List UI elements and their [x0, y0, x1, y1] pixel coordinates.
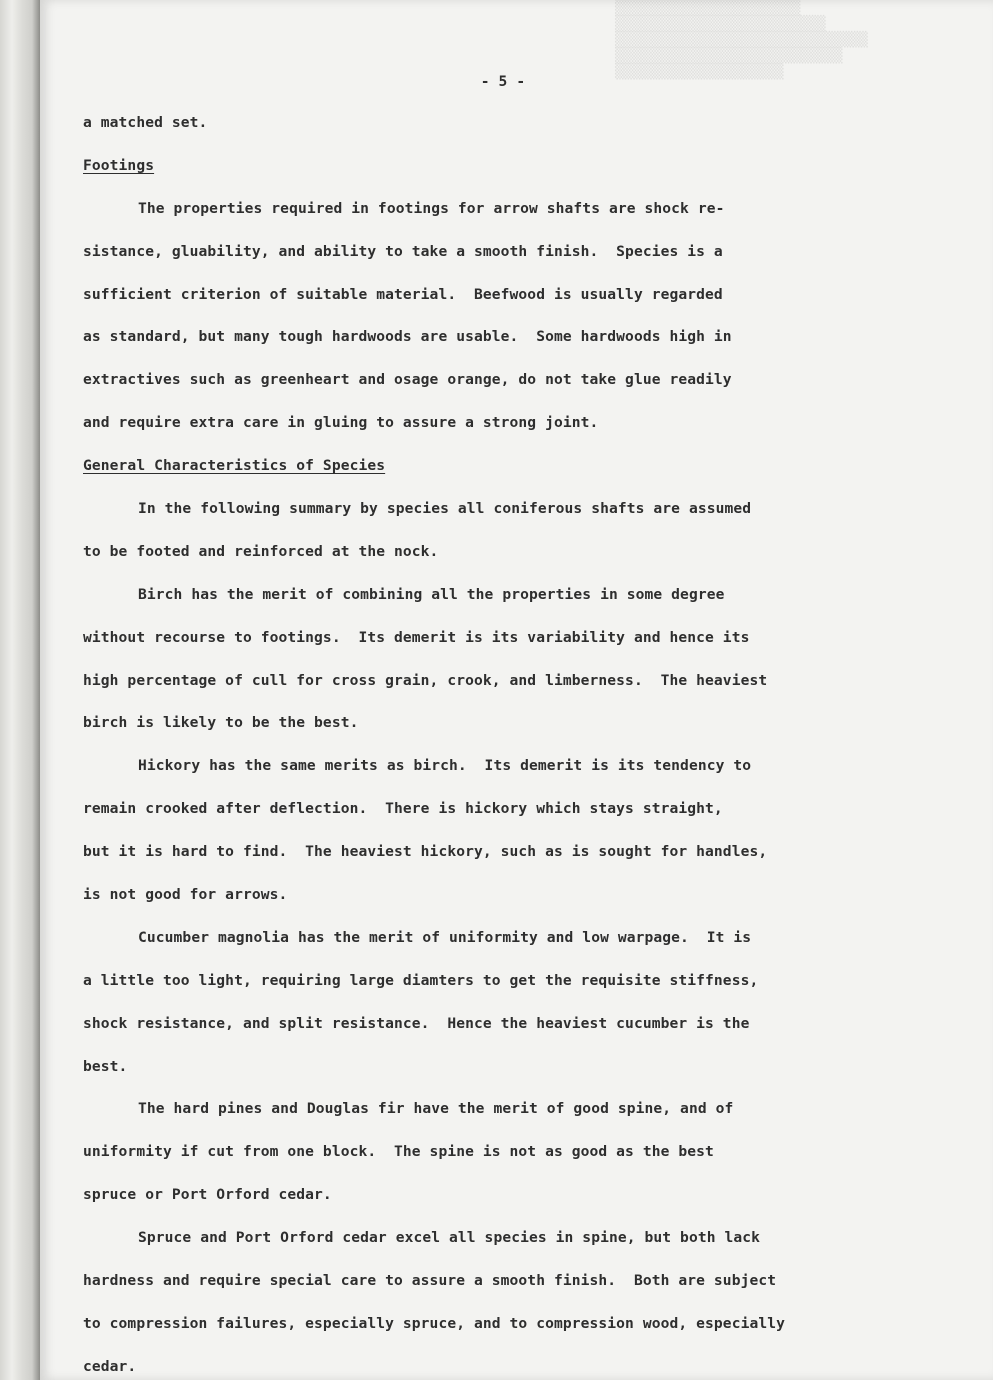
section-heading: Footings: [83, 156, 155, 174]
text-line: Birch has the merit of combining all the properties in some degree: [138, 585, 725, 603]
text-line: is not good for arrows.: [83, 886, 288, 904]
text-line: The hard pines and Douglas fir have the merit of good spine, and of: [138, 1100, 734, 1118]
text-line: Hickory has the same merits as birch. Its demerit is its tendency to: [138, 757, 752, 775]
text-line: a matched set.: [83, 114, 208, 131]
text-line: to be footed and reinforced at the nock.: [83, 542, 439, 560]
text-line: and require extra care in gluing to assure a strong joint.: [83, 414, 599, 432]
text-line: extractives such as greenheart and osage orange, do not take glue readily: [83, 371, 732, 389]
text-line: sufficient criterion of suitable material. Beefwood is usually regarded: [83, 285, 723, 303]
binding-edge: [0, 0, 40, 1380]
text-line: to compression failures, especially spruce, and to compression wood, especially: [83, 1314, 786, 1332]
text-body: [83, 102, 943, 1380]
text-line: Cucumber magnolia has the merit of uniformity and low warpage. It is: [138, 928, 752, 946]
text-line: sistance, gluability, and ability to take a smooth finish. Species is a: [83, 242, 723, 260]
text-line: In the following summary by species all coniferous shafts are assumed: [138, 500, 752, 518]
text-line: birch is likely to be the best.: [83, 714, 359, 732]
section-heading: General Characteristics of Species: [83, 457, 386, 475]
text-line: but it is hard to find. The heaviest hickory, such as is sought for handles,: [83, 843, 768, 861]
text-line: a little too light, requiring large diamters to get the requisite stiffness,: [83, 971, 759, 989]
typed-sheet: [83, 62, 943, 1380]
text-line: hardness and require special care to assure a smooth finish. Both are subject: [83, 1272, 777, 1290]
text-line: spruce or Port Orford cedar.: [83, 1186, 332, 1204]
text-line: as standard, but many tough hardwoods are usable. Some hardwoods high in: [83, 328, 732, 346]
text-line: uniformity if cut from one block. The spine is not as good as the best: [83, 1143, 714, 1161]
page-number: - 5 -: [480, 73, 526, 90]
text-line: Spruce and Port Orford cedar excel all species in spine, but both lack: [138, 1229, 761, 1247]
text-line: without recourse to footings. Its demerit is its variability and hence its: [83, 628, 750, 646]
text-line: best.: [83, 1057, 128, 1075]
text-line: The properties required in footings for arrow shafts are shock re-: [138, 199, 725, 217]
show-through-texture: ▒▒▒▒▒▒▒▒▒▒▒▒▒▒▒▒▒▒▒▒▒▒ ▒▒▒▒▒▒▒▒▒▒▒▒▒▒▒▒▒▒▒▒▒▒▒▒▒ ▒▒▒▒▒▒▒▒▒▒▒▒▒▒▒▒▒▒▒▒▒▒▒▒▒▒▒▒▒▒ ▒▒▒▒▒▒▒▒▒▒▒▒▒▒▒▒▒▒▒▒▒▒▒▒▒▒▒ ▒▒▒▒▒▒▒▒▒▒▒▒▒▒▒▒▒▒▒▒: [615, 0, 868, 80]
text-line: cedar.: [83, 1357, 137, 1375]
text-line: high percentage of cull for cross grain, crook, and limberness. The heaviest: [83, 671, 768, 689]
document-page: [40, 0, 993, 1380]
text-line: remain crooked after deflection. There is hickory which stays straight,: [83, 800, 723, 818]
text-line: shock resistance, and split resistance. Hence the heaviest cucumber is the: [83, 1014, 750, 1032]
